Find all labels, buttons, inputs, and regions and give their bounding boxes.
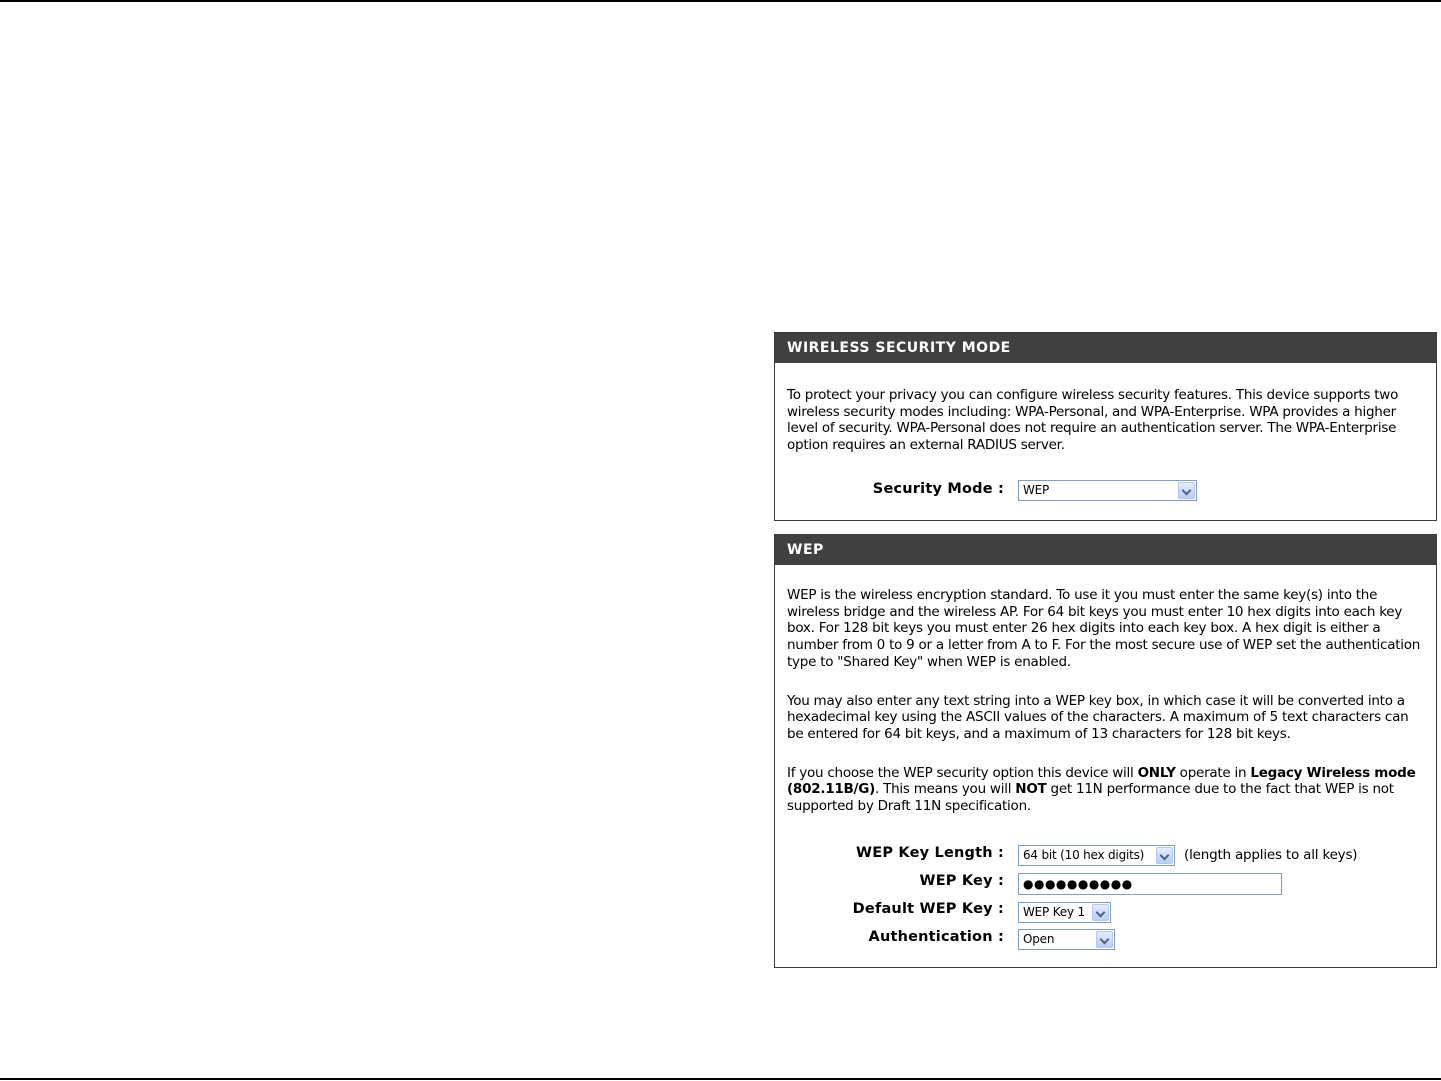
wep-paragraph-3: [787, 765, 1424, 815]
wep-p3-bold-only: ONLY: [1137, 764, 1176, 781]
wep-key-length-select[interactable]: [1018, 845, 1175, 866]
authentication-select[interactable]: [1018, 929, 1115, 950]
default-wep-key-row: [787, 899, 1424, 927]
top-rule: [0, 0, 1441, 2]
security-mode-value: WEP: [1023, 482, 1050, 497]
chevron-down-icon[interactable]: [1096, 931, 1113, 948]
chevron-down-icon[interactable]: [1178, 482, 1195, 499]
wireless-security-mode-panel: [774, 332, 1437, 521]
authentication-value: Open: [1023, 931, 1055, 946]
security-mode-row: [787, 479, 1424, 507]
bottom-rule: [0, 1078, 1441, 1080]
wep-p3-bold-legacy-mode: Legacy Wireless mode (802.11B/G): [787, 764, 1416, 798]
wep-paragraph-1: WEP is the wireless encryption standard. To use it you must enter the same key(s) into the wireless bridge and the wireless AP. For 64 bit keys you must enter 10 hex digits into each key box. For 128 bit keys you must enter 26 hex digits into each key box. A hex digit is either a number from 0 to 9 or a letter from A to F. For the most secure use of WEP set the authentication type to "Shared Key" when WEP is enabled.: [787, 587, 1421, 670]
wep-p3-text-4: get 11N performance due to the fact that WEP is not supported by Draft 11N specification.: [787, 781, 1394, 815]
wep-header: WEP: [775, 535, 1436, 565]
wep-panel: [774, 534, 1437, 968]
default-wep-key-label: Default WEP Key :: [852, 900, 1004, 917]
wep-p3-text-3: . This means you will: [875, 781, 1016, 798]
wireless-security-mode-header: WIRELESS SECURITY MODE: [775, 333, 1436, 363]
wep-key-input[interactable]: ●●●●●●●●●●: [1018, 873, 1282, 895]
security-mode-select[interactable]: [1018, 480, 1197, 501]
wep-p3-bold-not: NOT: [1015, 781, 1047, 798]
wep-p3-text-2: operate in: [1175, 764, 1251, 781]
wep-key-length-value: 64 bit (10 hex digits): [1023, 847, 1145, 862]
wep-key-label: WEP Key :: [919, 872, 1004, 889]
authentication-label: Authentication :: [868, 928, 1004, 945]
default-wep-key-value: WEP Key 1: [1023, 904, 1085, 919]
security-mode-label: Security Mode :: [872, 480, 1004, 497]
wep-form: [787, 843, 1424, 955]
wep-key-length-row: [787, 843, 1424, 871]
wep-key-row: [787, 871, 1424, 899]
authentication-row: [787, 927, 1424, 955]
default-wep-key-select[interactable]: [1018, 902, 1111, 923]
wep-key-length-label: WEP Key Length :: [856, 844, 1004, 861]
wep-paragraph-2: You may also enter any text string into a WEP key box, in which case it will be converted into a hexadecimal key using the ASCII values of the characters. A maximum of 5 text characters can be entered for 64 bit keys, and a maximum of 13 characters for 128 bit keys.: [787, 692, 1409, 742]
wep-key-length-hint: (length applies to all keys): [1184, 846, 1358, 863]
chevron-down-icon[interactable]: [1092, 904, 1109, 921]
wep-p3-text-1: If you choose the WEP security option this device will: [787, 764, 1138, 781]
wireless-security-mode-description: To protect your privacy you can configure wireless security features. This device supports two wireless security modes including: WPA-Personal, and WPA-Enterprise. WPA provides a higher level of security. WPA-Personal does not require an authentication server. The WPA-Enterprise option requires an external RADIUS server.: [787, 387, 1399, 454]
chevron-down-icon[interactable]: [1156, 847, 1173, 864]
